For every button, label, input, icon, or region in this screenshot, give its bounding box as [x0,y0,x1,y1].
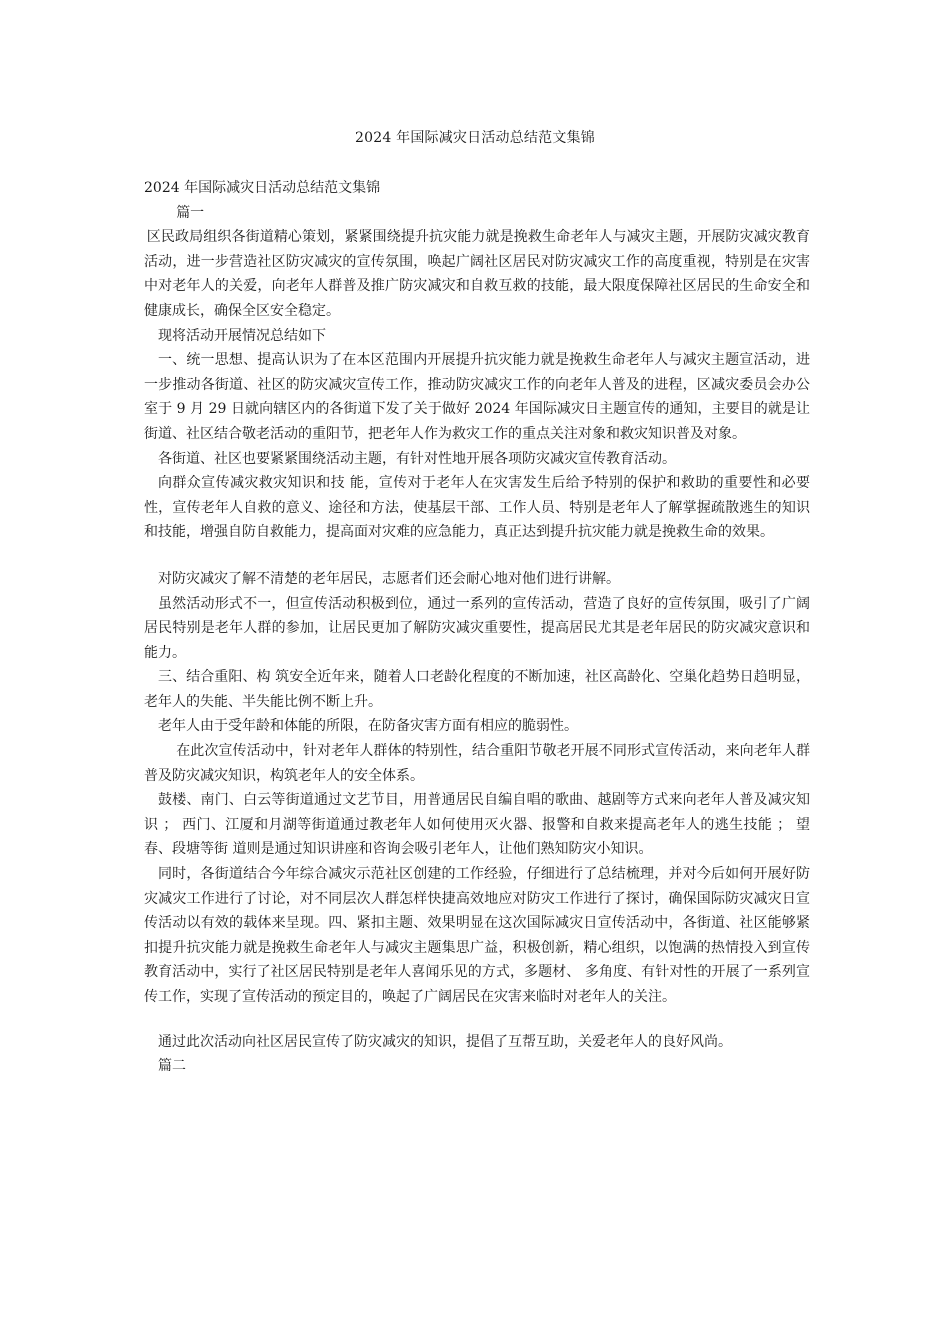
paragraph: 向群众宣传减灾救灾知识和技 能，宣传对于老年人在灾害发生后给予特别的保护和救助的重要性和必要性，宣传老年人自救的意义、途径和方法，使基层干部、工作人员、特别是老年人了解掌握疏散逃生的知识和技能，增强自防自救能力，提高面对灾难的应急能力，真正达到提升抗灾能力就是挽救生命的效果。 [144,475,810,541]
paragraph: 虽然活动形式不一，但宣传活动积极到位，通过一系列的宣传活动，营造了良好的宣传氛围，吸引了广阔居民特别是老年人群的参加，让居民更加了解防灾减灾重要性，提高居民尤其是老年居民的防灾减灾意识和能力。 [144,595,810,661]
paragraph: 对防灾减灾了解不清楚的老年居民，志愿者们还会耐心地对他们进行讲解。 [158,570,620,587]
section-heading-2: 篇二 [158,1058,186,1075]
paragraph: 各街道、社区也要紧紧围绕活动主题，有针对性地开展各项防灾减灾宣传教育活动。 [158,450,676,467]
paragraph: 区民政局组织各街道精心策划，紧紧围绕提升抗灾能力就是挽救生命老年人与减灾主题，开展防灾减灾教育活动，进一步营造社区防灾减灾的宣传氛围，唤起广阔社区居民对防灾减灾工作的高度重视，特别是在灾害中对老年人的关爱，向老年人群普及推广防灾减灾和自救互救的技能，最大限度保障社区居民的生命安全和健康成长，确保全区安全稳定。 [144,229,810,319]
paragraph: 在此次宣传活动中，针对老年人群体的特别性，结合重阳节敬老开展不同形式宣传活动，来向老年人群普及防灾减灾知识，构筑老年人的安全体系。 [144,743,810,784]
document-subtitle: 2024 年国际减灾日活动总结范文集锦 [144,180,381,196]
paragraph: 通过此次活动向社区居民宣传了防灾减灾的知识，提倡了互帮互助，关爱老年人的良好风尚。 [158,1033,732,1050]
document-title: 2024 年国际减灾日活动总结范文集锦 [355,130,595,146]
document-body [144,176,810,1079]
paragraph: 一、统一思想、提高认识为了在本区范围内开展提升抗灾能力就是挽救生命老年人与减灾主题宣活动，进一步推动各街道、社区的防灾减灾宣传工作，推动防灾减灾工作的向老年人普及的进程，区减灾委员会办公室于 9 月 29 日就向辖区内的各街道下发了关于做好 2024 年国际减灾日主题宣传的通知，主要目的就是让街道、社区结合敬老活动的重阳节，把老年人作为救灾工作的重点关注对象和救灾知识普及对象。 [144,352,810,442]
section-heading-1: 篇一 [176,204,205,221]
paragraph: 鼓楼、南门、白云等街道通过文艺节目，用普通居民自编自唱的歌曲、越剧等方式来向老年人普及减灾知识 ； 西门、江厦和月湖等街道通过教老年人如何使用灭火器、报警和自救来提高老年人的逃生技能 ； 望春、段塘等街 道则是通过知识讲座和咨询会吸引老年人，让他们熟知防灾小知识。 [144,792,810,858]
paragraph: 现将活动开展情况总结如下 [158,327,326,344]
paragraph: 老年人由于受年龄和体能的所限，在防备灾害方面有相应的脆弱性。 [158,718,578,735]
paragraph: 同时，各街道结合今年综合减灾示范社区创建的工作经验，仔细进行了总结梳理，并对今后如何开展好防灾减灾工作进行了讨论，对不同层次人群怎样快捷高效地应对防灾工作进行了探讨，确保国际防灾减灾日宣传活动以有效的载体来呈现。四、紧扣主题、效果明显在这次国际减灾日宣传活动中，各街道、社区能够紧扣提升抗灾能力就是挽救生命老年人与减灾主题集思广益，积极创新，精心组织，以饱满的热情投入到宣传教育活动中，实行了社区居民特别是老年人喜闻乐见的方式，多题材、 多角度、有针对性的开展了一系列宣传工作，实现了宣传活动的预定目的，唤起了广阔居民在灾害来临时对老年人的关注。 [144,866,810,1005]
paragraph: 三、结合重阳、构 筑安全近年来，随着人口老龄化程度的不断加速，社区高龄化、空巢化趋势日趋明显，老年人的失能、半失能比例不断上升。 [144,669,810,710]
